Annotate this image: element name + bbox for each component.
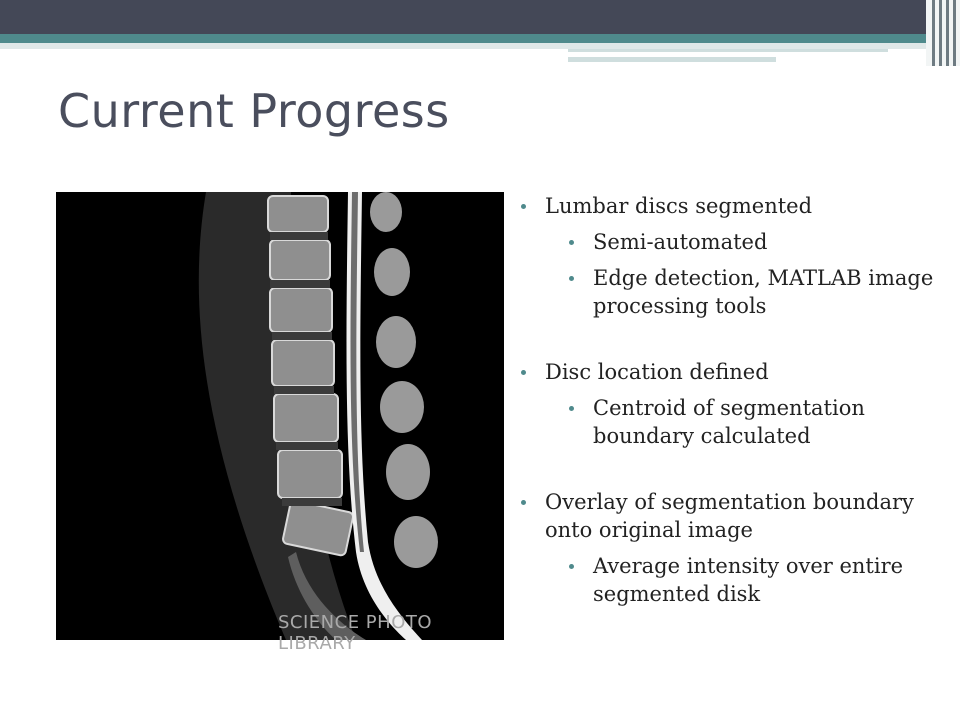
bullet-item [518, 488, 938, 544]
bullet-text: Edge detection, MATLAB image processing tools [593, 266, 934, 318]
bullet-item [518, 552, 938, 608]
accent-bar [0, 34, 960, 43]
bullet-item [518, 394, 938, 450]
bullet-icon [569, 276, 574, 281]
bullet-list [518, 192, 938, 616]
bullet-text: Disc location defined [545, 360, 769, 384]
slide-title: Current Progress [58, 84, 450, 138]
bullet-text: Average intensity over entire segmented disk [593, 554, 904, 606]
bullet-text: Centroid of segmentation boundary calculated [593, 396, 865, 448]
bullet-item [518, 358, 938, 386]
bullet-text: Semi-automated [593, 230, 768, 254]
accent-line [568, 57, 776, 62]
bullet-text: Overlay of segmentation boundary onto original image [545, 490, 914, 542]
corner-decoration [926, 0, 960, 66]
image-watermark: SCIENCE PHOTO LIBRARY [278, 612, 433, 654]
bullet-item [518, 228, 938, 256]
bullet-icon [569, 564, 574, 569]
bullet-icon [569, 406, 574, 411]
spine-mri-image [56, 192, 504, 654]
bullet-icon [521, 370, 526, 375]
bullet-icon [569, 240, 574, 245]
header-band [0, 0, 960, 34]
spine-mri-drawing [56, 192, 504, 640]
accent-line [568, 49, 888, 52]
bullet-text: Lumbar discs segmented [545, 194, 813, 218]
bullet-icon [521, 500, 526, 505]
bullet-item [518, 192, 938, 220]
bullet-item [518, 264, 938, 320]
bullet-icon [521, 204, 526, 209]
